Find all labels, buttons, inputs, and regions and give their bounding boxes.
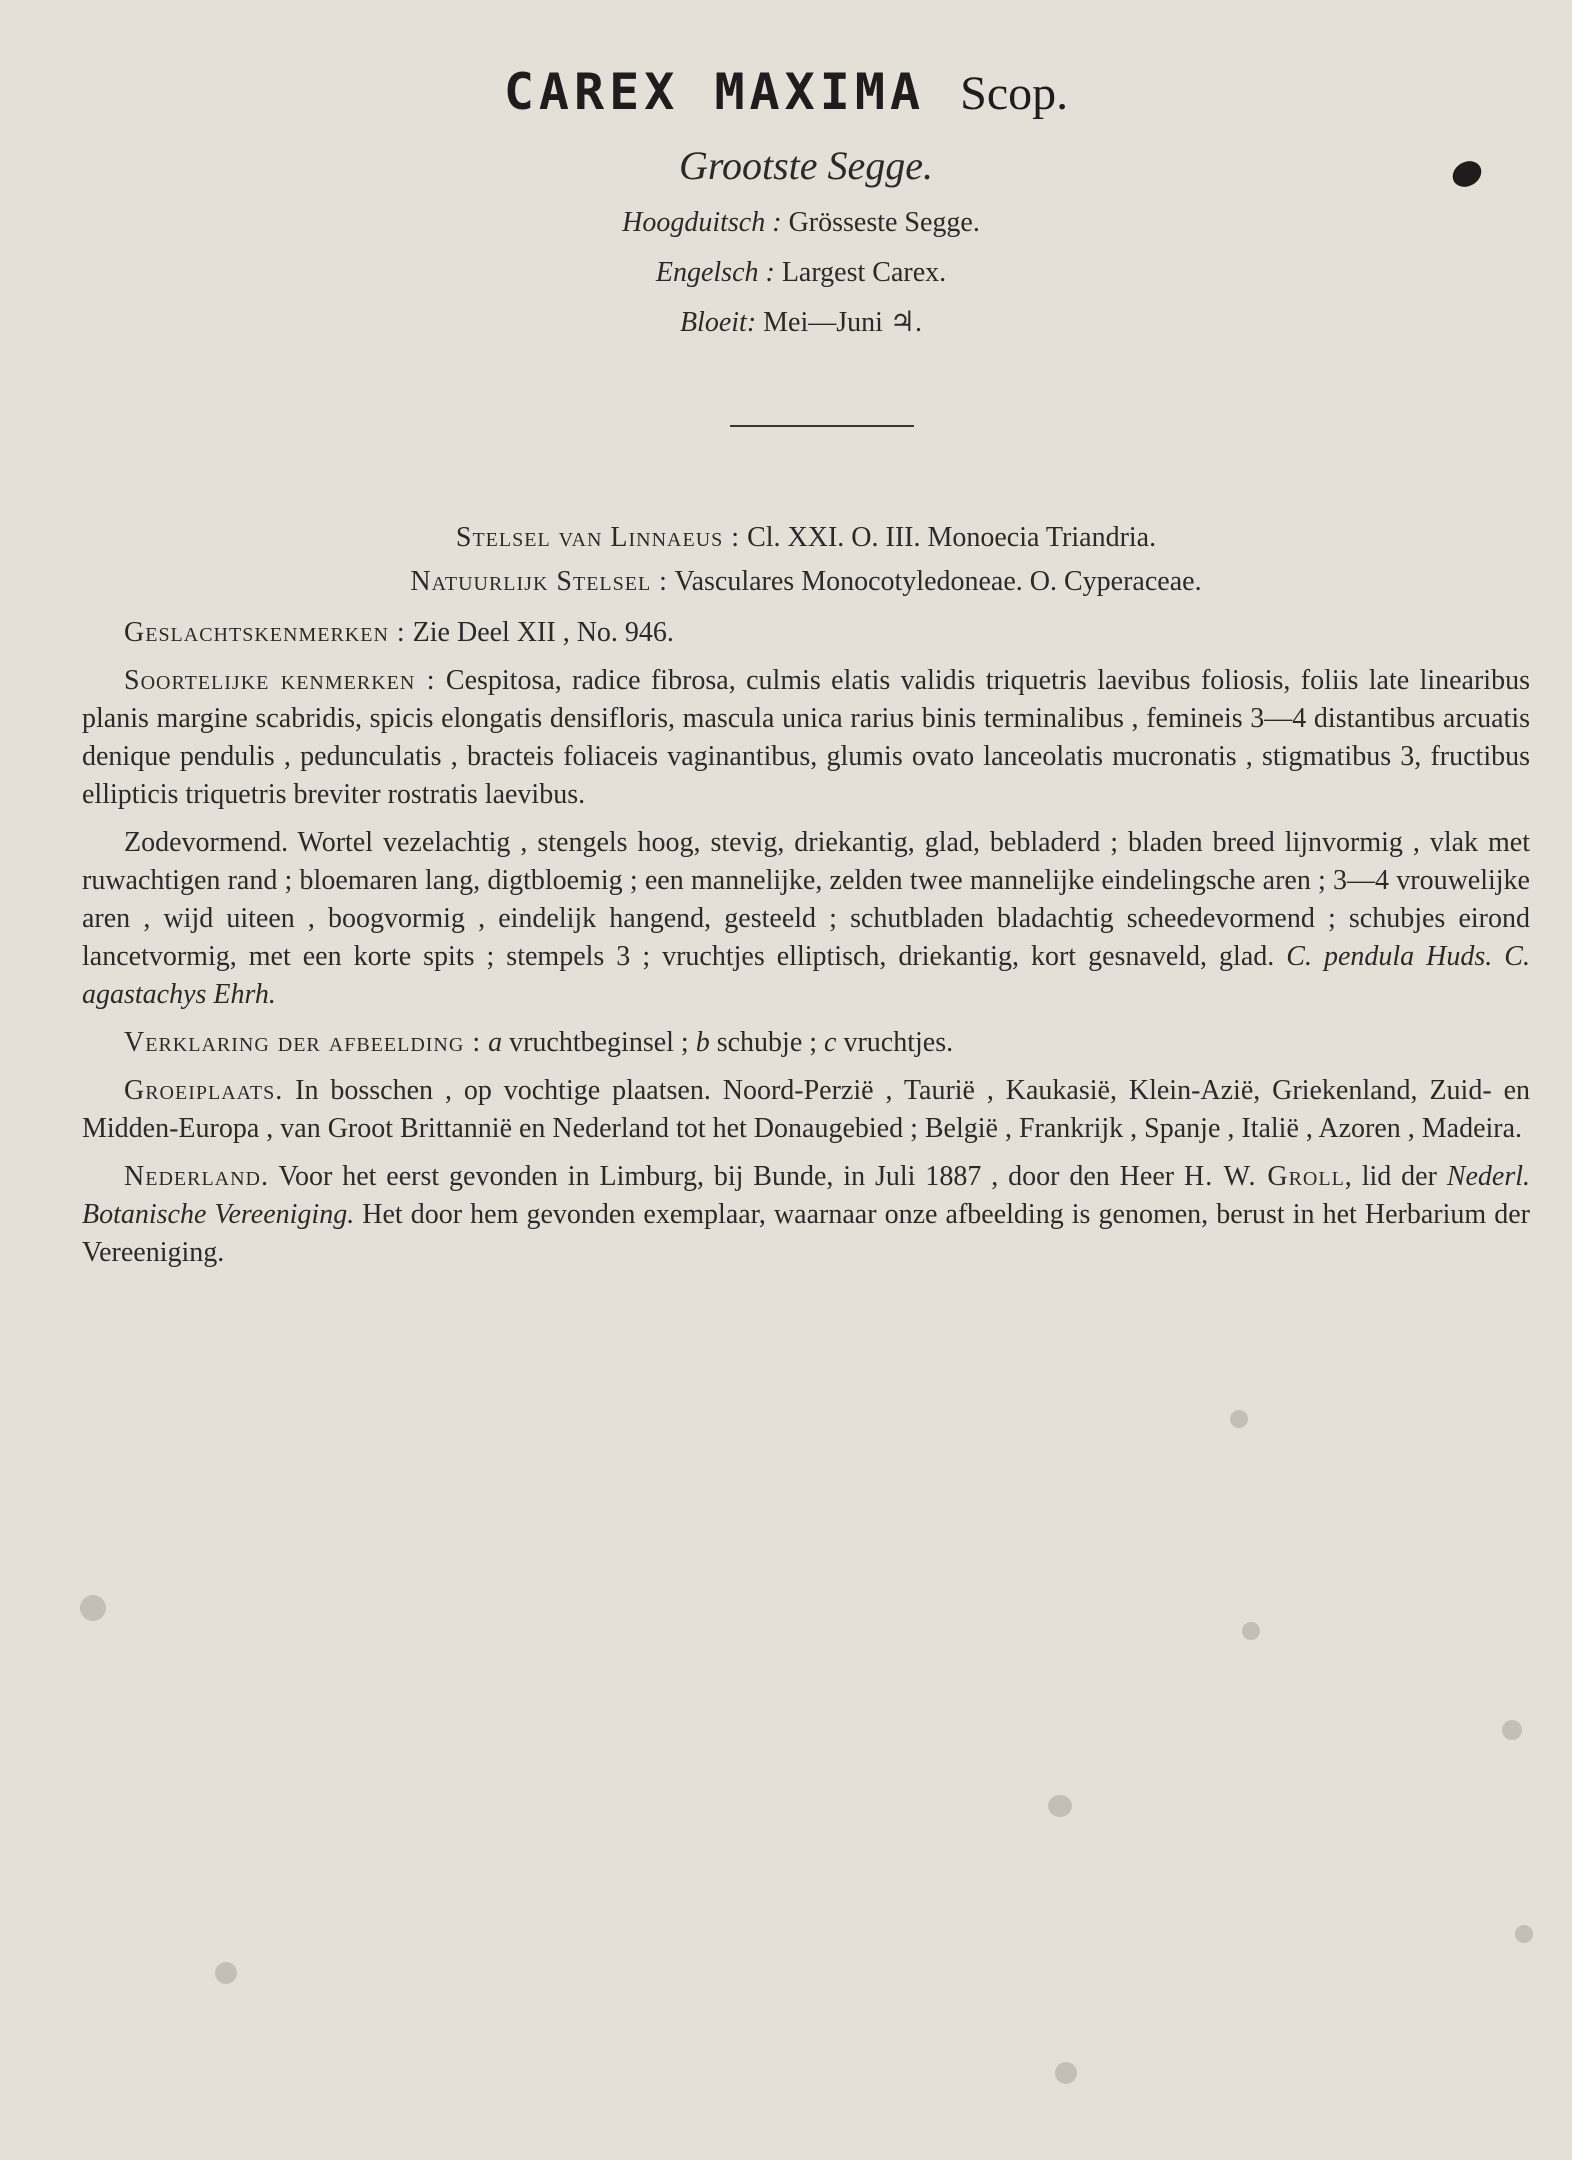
society-name: Nederl. Botanische Vereeniging. [82,1161,1531,1230]
collector-name: H. W. Groll [1183,1161,1345,1192]
english-label: Engelsch : [655,257,775,288]
figure-a-key: a [488,1027,503,1058]
natural-system-label: Natuurlijk Stelsel : [410,566,668,597]
figure-c-text: vruchtjes. [843,1027,954,1058]
bloom-line [30,298,1572,348]
german-name: Grösseste Segge. [788,207,980,238]
common-name: Grootste Segge. [678,143,934,188]
species-characteristics [82,662,1530,814]
page-title [0,52,1572,134]
dutch-synonyms: C. pendula Huds. C. agastachys Ehrh. [82,941,1530,1010]
english-name: Largest Carex. [781,257,947,288]
species-header [0,52,1572,348]
genus-label: Geslachtskenmerken : [124,617,406,648]
paper-spot [215,1962,237,1984]
bloom-value: Mei—Juni ♃. [763,307,923,338]
netherlands-label: Nederland. [124,1161,269,1192]
species-name: CAREX MAXIMA [503,63,926,121]
linnaeus-line [82,516,1530,560]
natural-system-value: Vasculares Monocotyledoneae. O. Cyperaceae. [674,566,1202,597]
habitat-text: In bosschen , op vochtige plaatsen. Noord-Perzië , Taurië , Kaukasië, Klein-Azië, Griekenland, Zuid- en Midden-Europa , van Groot Brittannië en Nederland tot het Donaugebied ; België , Frankrijk , Spanje , Italië , Azoren , Madeira. [82,1075,1531,1144]
figure-c-key: c [824,1027,837,1058]
figure-label: Verklaring der afbeelding : [124,1027,482,1058]
linnaeus-value: Cl. XXI. O. III. Monoecia Triandria. [747,522,1157,553]
netherlands-text-2: , lid der [1344,1161,1437,1192]
genus-line [82,614,1530,652]
figure-explanation [82,1024,1530,1062]
species-text: Cespitosa, radice fibrosa, culmis elatis validis triquetris laevibus foliosis, foliis late linearibus planis margine scabridis, spicis elongatis densifloris, mascula unica rarius binis terminalibus , femineis 3—4 distantibus arcuatis denique pendulis , pedunculatis , bracteis foliaceis vaginantibus, glumis ovato lanceolatis mucronatis , stigmatibus 3, fructibus ellipticis triquetris breviter rostratis laevibus. [82,665,1530,810]
paper-spot [1230,1410,1248,1428]
netherlands-paragraph [82,1158,1530,1272]
natural-system-line [82,560,1530,604]
dutch-description [82,824,1530,1014]
paper-spot [1242,1622,1260,1640]
genus-value: Zie Deel XII , No. 946. [412,617,674,648]
description-body [82,516,1530,1272]
paper-spot [1048,1795,1072,1817]
german-name-line [30,198,1572,248]
english-name-line [30,248,1572,298]
linnaeus-label: Stelsel van Linnaeus : [455,522,741,553]
paper-spot [1055,2062,1077,2084]
netherlands-text-3: Het door hem gevonden exemplaar, waarnaar onze afbeelding is genomen, berust in het Herbarium der Vereeniging. [82,1199,1530,1268]
paper-spot [80,1595,106,1621]
section-divider [730,425,914,427]
german-label: Hoogduitsch : [622,207,782,238]
figure-b-text: schubje ; [716,1027,818,1058]
species-author: Scop. [960,67,1069,120]
netherlands-text-1: Voor het eerst gevonden in Limburg, bij Bunde, in Juli 1887 , door den Heer [278,1161,1175,1192]
species-label: Soortelijke kenmerken : [124,665,436,696]
paper-spot [1515,1925,1533,1943]
habitat-label: Groeiplaats. [124,1075,284,1106]
habitat-paragraph [82,1072,1530,1148]
dutch-text: Zodevormend. Wortel vezelachtig , stengels hoog, stevig, driekantig, glad, bebladerd ; bladen breed lijnvormig , vlak met ruwachtigen rand ; bloemaren lang, digtbloemig ; een mannelijke, zelden twee mannelijke eindelingsche aren ; 3—4 vrouwelijke aren , wijd uiteen , boogvormig , eindelijk hangend, gesteeld ; schutbladen bladachtig scheedevormend ; schubjes eirond lancetvormig, met een korte spits ; stempels 3 ; vruchtjes elliptisch, driekantig, kort gesnaveld, glad. [82,827,1530,972]
figure-b-key: b [695,1027,710,1058]
paper-spot [1502,1720,1522,1740]
figure-a-text: vruchtbeginsel ; [509,1027,689,1058]
bloom-label: Bloeit: [679,307,757,338]
